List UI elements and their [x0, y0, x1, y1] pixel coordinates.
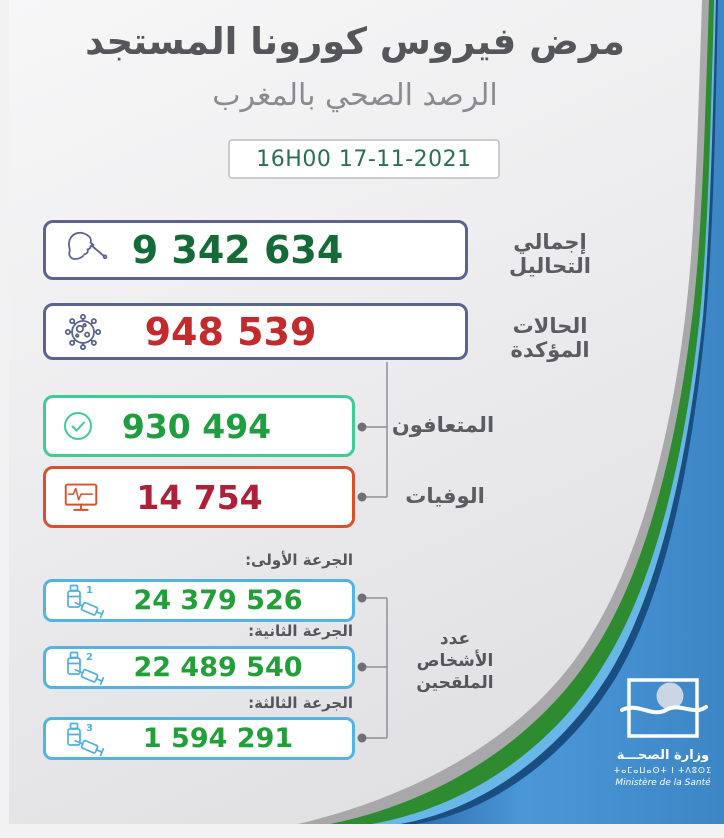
total-tests-label: إجمالي التحاليل	[509, 230, 591, 278]
dose2-value: 22 489 540	[133, 652, 303, 683]
vaccine-syringe-icon	[54, 648, 112, 688]
report-datetime: 16H00 17-11-2021	[256, 146, 472, 172]
ministry-logo-emblem	[600, 676, 724, 740]
ministry-logo	[600, 676, 724, 788]
recovered-value: 930 494	[121, 406, 272, 446]
svg-text:3: 3	[86, 722, 93, 734]
page-title: مرض فيروس كورونا المستجد	[85, 20, 625, 63]
dose1-box	[43, 579, 355, 622]
heart-monitor-icon	[60, 476, 102, 518]
dose2-box	[43, 646, 355, 689]
recovered-box	[43, 395, 355, 457]
confirmed-cases-label: الحالات المؤكدة	[510, 314, 590, 362]
confirmed-cases-value: 948 539	[144, 309, 317, 354]
virus-icon	[60, 309, 106, 355]
vaccine-syringe-icon	[54, 719, 112, 759]
ministry-name-tifinagh: ⵜⴰⵎⴰⵡⴰⵙⵜ ⵏ ⵜⴷⵓⵙⵉ	[613, 766, 713, 775]
deaths-value: 14 754	[136, 477, 263, 517]
dose2-label: الجرعة الثانية:	[248, 622, 353, 640]
dose1-label: الجرعة الأولى:	[245, 551, 353, 569]
vaccine-syringe-icon	[54, 581, 112, 621]
dose3-label: الجرعة الثالثة:	[248, 694, 353, 712]
svg-text:1: 1	[86, 584, 93, 596]
vaccinated-people-label	[402, 628, 508, 694]
dose1-value: 24 379 526	[133, 585, 303, 616]
ministry-name-arabic: وزارة الصحـــة	[616, 748, 710, 763]
page-subtitle: الرصد الصحي بالمغرب	[212, 78, 498, 113]
dose3-box	[43, 717, 355, 760]
deaths-label: الوفيات	[405, 484, 485, 508]
total-tests-box	[43, 220, 468, 280]
deaths-box	[43, 466, 355, 528]
total-tests-value: 9 342 634	[131, 228, 344, 272]
vaccinated-label-line3: الملقحين	[416, 673, 494, 693]
vaccinated-label-line2: الأشخاص	[416, 651, 494, 671]
swab-test-icon	[60, 227, 110, 273]
svg-text:2: 2	[86, 651, 93, 663]
recovered-label: المتعافون	[391, 413, 495, 437]
ministry-name-french: Ministère de la Santé	[615, 778, 711, 788]
confirmed-cases-box	[43, 303, 468, 360]
dose3-value: 1 594 291	[142, 723, 294, 754]
check-circle-icon	[60, 408, 96, 444]
vaccinated-label-line1: عدد	[439, 629, 471, 649]
